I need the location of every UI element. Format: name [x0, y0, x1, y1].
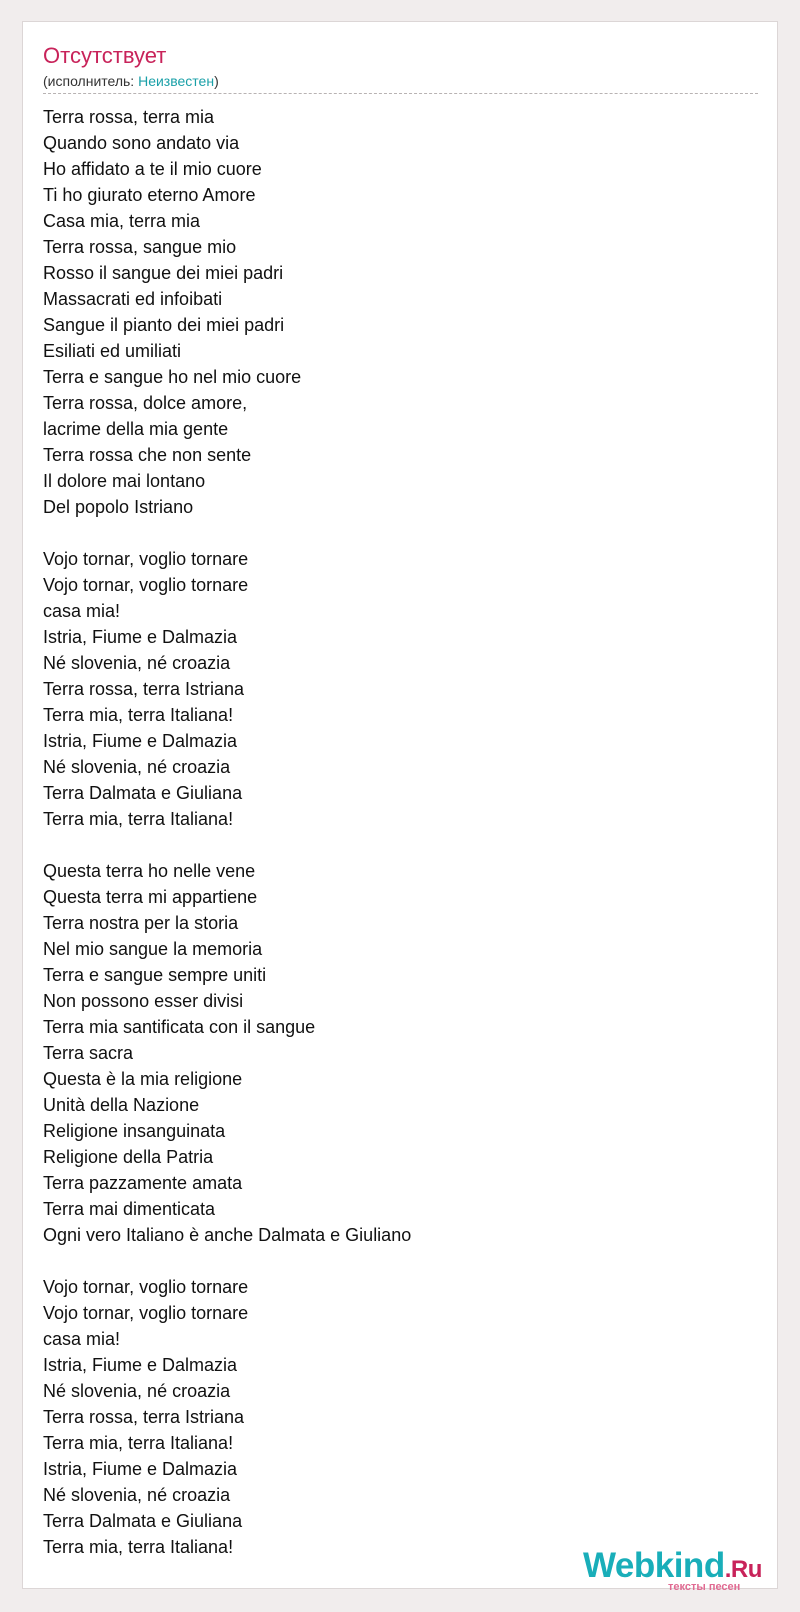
lyric-line: Ogni vero Italiano è anche Dalmata e Giuliano: [43, 1225, 412, 1245]
lyric-line: Istria, Fiume e Dalmazia: [43, 627, 238, 647]
lyric-line: Istria, Fiume e Dalmazia: [43, 731, 238, 751]
lyric-line: Terra mia, terra Italiana!: [43, 1433, 234, 1453]
lyric-line: Casa mia, terra mia: [43, 211, 201, 231]
lyric-line: Istria, Fiume e Dalmazia: [43, 1355, 238, 1375]
lyric-line: Religione insanguinata: [43, 1121, 226, 1141]
lyrics-card: [22, 21, 778, 1593]
lyric-line: casa mia!: [43, 1329, 121, 1349]
lyric-line: Né slovenia, né croazia: [43, 1381, 231, 1401]
lyric-line: Né slovenia, né croazia: [43, 653, 231, 673]
artist-link[interactable]: Неизвестен: [138, 73, 215, 89]
lyric-line: Terra mia, terra Italiana!: [43, 809, 234, 829]
lyric-line: Vojo tornar, voglio tornare: [43, 1277, 249, 1297]
lyric-line: casa mia!: [43, 601, 121, 621]
lyrics-stanza: [43, 858, 758, 1248]
lyric-line: Terra rossa, terra Istriana: [43, 679, 245, 699]
lyric-line: Unità della Nazione: [43, 1095, 200, 1115]
lyric-line: Questa terra ho nelle vene: [43, 861, 256, 881]
lyric-line: Né slovenia, né croazia: [43, 1485, 231, 1505]
lyric-line: Rosso il sangue dei miei padri: [43, 263, 284, 283]
lyric-line: Vojo tornar, voglio tornare: [43, 1303, 249, 1323]
artist-suffix: ): [214, 73, 219, 89]
lyric-line: Terra sacra: [43, 1043, 134, 1063]
lyric-line: Terra mai dimenticata: [43, 1199, 216, 1219]
lyric-line: Questa terra mi appartiene: [43, 887, 258, 907]
lyric-line: Terra e sangue ho nel mio cuore: [43, 367, 302, 387]
webkind-logo[interactable]: [583, 1545, 795, 1605]
lyric-line: lacrime della mia gente: [43, 419, 229, 439]
lyrics-text: [43, 104, 758, 1586]
lyric-line: Terra rossa, dolce amore,: [43, 393, 248, 413]
lyrics-stanza: [43, 104, 758, 520]
lyric-line: Terra mia, terra Italiana!: [43, 705, 234, 725]
title-divider: [43, 93, 758, 94]
lyric-line: Nel mio sangue la memoria: [43, 939, 263, 959]
lyric-line: Terra rossa che non sente: [43, 445, 252, 465]
lyric-line: Né slovenia, né croazia: [43, 757, 231, 777]
lyric-line: Terra mia santificata con il sangue: [43, 1017, 316, 1037]
lyric-line: Terra Dalmata e Giuliana: [43, 783, 243, 803]
lyric-line: Terra nostra per la storia: [43, 913, 239, 933]
logo-tagline: тексты песен: [668, 1581, 741, 1593]
lyric-line: Il dolore mai lontano: [43, 471, 206, 491]
lyric-line: Terra Dalmata e Giuliana: [43, 1511, 243, 1531]
lyric-line: Non possono esser divisi: [43, 991, 244, 1011]
lyric-line: Esiliati ed umiliati: [43, 341, 182, 361]
song-title: Отсутствует: [43, 43, 167, 68]
lyric-line: Vojo tornar, voglio tornare: [43, 575, 249, 595]
lyric-line: Questa è la mia religione: [43, 1069, 243, 1089]
lyric-line: Ti ho giurato eterno Amore: [43, 185, 256, 205]
lyric-line: Istria, Fiume e Dalmazia: [43, 1459, 238, 1479]
lyric-line: Sangue il pianto dei miei padri: [43, 315, 285, 335]
logo-tld: .Ru: [724, 1556, 762, 1583]
lyrics-stanza: [43, 1274, 758, 1560]
lyric-line: Religione della Patria: [43, 1147, 214, 1167]
lyric-line: Terra mia, terra Italiana!: [43, 1537, 234, 1557]
lyric-line: Massacrati ed infoibati: [43, 289, 223, 309]
artist-prefix: (исполнитель:: [43, 73, 139, 89]
lyric-line: Quando sono andato via: [43, 133, 240, 153]
lyric-line: Del popolo Istriano: [43, 497, 194, 517]
lyric-line: Terra pazzamente amata: [43, 1173, 243, 1193]
lyrics-stanza: [43, 546, 758, 832]
artist-line: [43, 72, 219, 90]
lyric-line: Terra rossa, sangue mio: [43, 237, 237, 257]
logo-brand: Webkind: [583, 1546, 725, 1585]
lyric-line: Terra rossa, terra mia: [43, 107, 215, 127]
lyric-line: Vojo tornar, voglio tornare: [43, 549, 249, 569]
lyric-line: Ho affidato a te il mio cuore: [43, 159, 262, 179]
lyric-line: Terra rossa, terra Istriana: [43, 1407, 245, 1427]
lyric-line: Terra e sangue sempre uniti: [43, 965, 267, 985]
